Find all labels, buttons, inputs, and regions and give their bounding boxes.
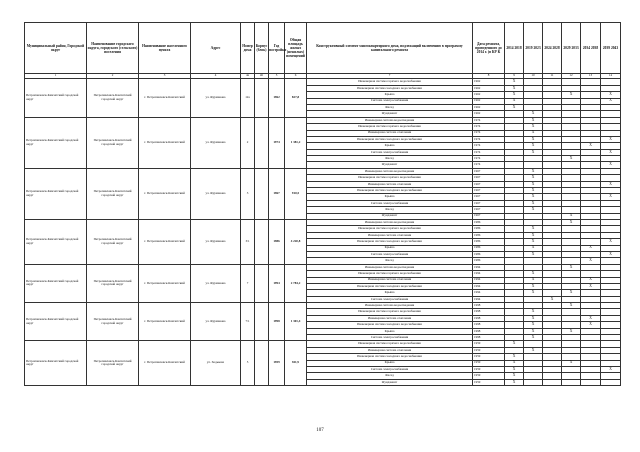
house-number-cell: 7 xyxy=(241,264,255,302)
last-repair-cell: 1959 xyxy=(473,379,505,385)
element-name-cell: Система электроснабжения xyxy=(307,366,473,372)
last-repair-cell: 1967 xyxy=(473,175,505,181)
element-name-cell: Инженерная система холодного водоснабжения xyxy=(307,136,473,142)
last-repair-cell: 1967 xyxy=(473,207,505,213)
header-year: Год постройки xyxy=(269,23,285,74)
house-number-cell: 3 xyxy=(241,168,255,219)
element-name-cell: Фасад xyxy=(307,373,473,379)
schedule-mark-cell: X xyxy=(524,194,543,200)
schedule-mark-cell: X xyxy=(524,124,543,130)
element-name-cell: Инженерная система водоотведения xyxy=(307,303,473,309)
schedule-mark-cell: X xyxy=(524,309,543,315)
column-index-cell: 8 xyxy=(473,74,505,79)
settlement-cell: г. Петропавловск-Камчатский xyxy=(139,303,191,341)
last-repair-cell: 1994 xyxy=(473,264,505,270)
element-name-cell: Фундамент xyxy=(307,162,473,168)
last-repair-cell: 1959 xyxy=(473,373,505,379)
district-cell: Петропавловск-Камчатский городской округ xyxy=(87,79,139,117)
schedule-mark-cell xyxy=(562,379,581,385)
schedule-mark-cell: X xyxy=(524,117,543,123)
element-name-cell: Инженерная система отопления xyxy=(307,277,473,283)
address-cell: ул. Ходькова xyxy=(191,341,241,386)
element-name-cell: Инженерная система водоотведения xyxy=(307,264,473,270)
column-index-cell: 13 xyxy=(581,74,601,79)
header-element: Конструктивный элемент многоквартирного дома, подлежащий включению в программу капитального ремонта xyxy=(307,23,473,74)
last-repair-cell: 1974 xyxy=(473,156,505,162)
schedule-mark-cell: X xyxy=(524,283,543,289)
last-repair-cell: 1974 xyxy=(473,124,505,130)
block-cell xyxy=(255,219,269,264)
address-cell: ул. Фурманова xyxy=(191,303,241,341)
header-address: Адрес xyxy=(191,23,241,74)
schedule-mark-cell: X xyxy=(601,136,621,142)
schedule-mark-cell: X xyxy=(524,226,543,232)
header-year-0: 2014 2018 xyxy=(505,23,524,74)
schedule-mark-cell: X xyxy=(562,219,581,225)
schedule-mark-cell: X xyxy=(524,188,543,194)
address-cell: ул. Фурманова xyxy=(191,79,241,117)
element-name-cell: Инженерная система холодного водоснабжения xyxy=(307,188,473,194)
block-cell xyxy=(255,168,269,219)
build-year-cell: 1998 xyxy=(269,303,285,341)
page-number: 107 xyxy=(316,428,324,433)
schedule-mark-cell: X xyxy=(524,290,543,296)
build-year-cell: 1959 xyxy=(269,341,285,386)
last-repair-cell: 1994 xyxy=(473,290,505,296)
element-name-cell: Инженерная система холодного водоснабжения xyxy=(307,283,473,289)
schedule-mark-cell: X xyxy=(505,85,524,91)
element-name-cell: Инженерная система водоотведения xyxy=(307,117,473,123)
element-name-cell: Фасад xyxy=(307,104,473,110)
element-name-cell: Крыша xyxy=(307,143,473,149)
district-cell: Петропавловск-Камчатский городской округ xyxy=(87,341,139,386)
address-cell: ул. Фурманова xyxy=(191,264,241,302)
district-cell: Петропавловск-Камчатский городской округ xyxy=(87,264,139,302)
last-repair-cell: 1998 xyxy=(473,315,505,321)
schedule-mark-cell: X xyxy=(505,92,524,98)
schedule-mark-cell: X xyxy=(505,79,524,85)
house-number-cell: 3/1 xyxy=(241,219,255,264)
schedule-mark-cell: X xyxy=(543,296,562,302)
header-house: Номер дома xyxy=(241,23,255,74)
column-index-cell: 6 xyxy=(285,74,307,79)
schedule-mark-cell: X xyxy=(524,328,543,334)
municipality-cell: Петропавловск-Камчатский городской округ xyxy=(25,341,87,386)
header-last-repair: Дата ремонта, проведенного до 2014 г. (в КР К xyxy=(473,23,505,74)
column-index-cell: 12 xyxy=(562,74,581,79)
schedule-mark-cell: X xyxy=(524,175,543,181)
last-repair-cell: 1974 xyxy=(473,143,505,149)
schedule-mark-cell: X xyxy=(562,360,581,366)
last-repair-cell: 1986 xyxy=(473,239,505,245)
schedule-mark-cell: X xyxy=(524,239,543,245)
element-name-cell: Крыша xyxy=(307,92,473,98)
element-name-cell: Инженерная система холодного водоснабжения xyxy=(307,322,473,328)
schedule-mark-cell: X xyxy=(601,251,621,257)
header-area: Общая площадь жилых (нежилых) помещений xyxy=(285,23,307,74)
header-settlement: Наименование населенного пункта xyxy=(139,23,191,74)
address-cell: ул. Фурманова xyxy=(191,168,241,219)
last-repair-cell: 1967 xyxy=(473,188,505,194)
district-cell: Петропавловск-Камчатский городской округ xyxy=(87,168,139,219)
schedule-mark-cell: X xyxy=(581,283,601,289)
element-name-cell: Крыша xyxy=(307,245,473,251)
schedule-mark-cell: X xyxy=(524,271,543,277)
settlement-cell: г. Петропавловск-Камчатский xyxy=(139,219,191,264)
area-cell: 2 784,2 xyxy=(285,264,307,302)
header-district: Наименование городского округа, городского (сельского) поселения xyxy=(87,23,139,74)
last-repair-cell: 1994 xyxy=(473,296,505,302)
last-repair-cell: 1962 xyxy=(473,104,505,110)
block-cell xyxy=(255,117,269,168)
schedule-mark-cell: X xyxy=(524,322,543,328)
schedule-mark-cell xyxy=(543,379,562,385)
schedule-mark-cell: X xyxy=(562,264,581,270)
last-repair-cell: 1986 xyxy=(473,251,505,257)
last-repair-cell: 1967 xyxy=(473,181,505,187)
schedule-mark-cell: X xyxy=(524,181,543,187)
schedule-mark-cell: X xyxy=(505,366,524,372)
schedule-mark-cell: X xyxy=(562,303,581,309)
schedule-mark-cell: X xyxy=(524,315,543,321)
last-repair-cell: 1986 xyxy=(473,219,505,225)
schedule-mark-cell: X xyxy=(562,156,581,162)
district-cell: Петропавловск-Камчатский городской округ xyxy=(87,219,139,264)
block-cell xyxy=(255,341,269,386)
build-year-cell: 1962 xyxy=(269,79,285,117)
element-name-cell: Система электроснабжения xyxy=(307,149,473,155)
schedule-mark-cell: X xyxy=(581,277,601,283)
build-year-cell: 1967 xyxy=(269,168,285,219)
schedule-mark-cell: X xyxy=(562,213,581,219)
last-repair-cell: 1962 xyxy=(473,111,505,117)
district-cell: Петропавловск-Камчатский городской округ xyxy=(87,303,139,341)
schedule-mark-cell: X xyxy=(524,111,543,117)
municipality-cell: Петропавловск-Камчатский городской округ xyxy=(25,303,87,341)
block-cell xyxy=(255,303,269,341)
settlement-cell: г. Петропавловск-Камчатский xyxy=(139,264,191,302)
element-name-cell: Инженерная система горячего водоснабжения xyxy=(307,79,473,85)
area-cell: 1 381,2 xyxy=(285,117,307,168)
element-name-cell: Система электроснабжения xyxy=(307,251,473,257)
column-index-cell: 14 xyxy=(601,74,621,79)
element-name-cell: Фундамент xyxy=(307,213,473,219)
element-name-cell: Инженерная система холодного водоснабжения xyxy=(307,354,473,360)
municipality-cell: Петропавловск-Камчатский городской округ xyxy=(25,168,87,219)
schedule-mark-cell: X xyxy=(562,92,581,98)
house-number-cell: 5 xyxy=(241,341,255,386)
element-name-cell: Крыша xyxy=(307,194,473,200)
element-name-cell: Инженерная система отопления xyxy=(307,232,473,238)
column-index-cell: 3 xyxy=(139,74,191,79)
last-repair-cell: 1959 xyxy=(473,360,505,366)
element-name-cell: Крыша xyxy=(307,290,473,296)
house-number-cell: 12а xyxy=(241,79,255,117)
schedule-mark-cell: X xyxy=(524,149,543,155)
area-cell: 827,8 xyxy=(285,79,307,117)
header-year-3: 2029 2033 xyxy=(562,23,581,74)
element-name-cell: Система электроснабжения xyxy=(307,98,473,104)
column-index-cell: 4б xyxy=(255,74,269,79)
schedule-mark-cell: X xyxy=(562,328,581,334)
schedule-mark-cell: X xyxy=(524,232,543,238)
header-block: Корпус (блок) xyxy=(255,23,269,74)
block-cell xyxy=(255,79,269,117)
last-repair-cell: 1974 xyxy=(473,162,505,168)
schedule-mark-cell: X xyxy=(524,168,543,174)
area-cell: 910,5 xyxy=(285,168,307,219)
last-repair-cell: 1986 xyxy=(473,258,505,264)
repair-schedule-table xyxy=(24,22,621,386)
schedule-mark-cell: X xyxy=(581,315,601,321)
last-repair-cell: 1998 xyxy=(473,303,505,309)
schedule-mark-cell: X xyxy=(524,207,543,213)
schedule-mark-cell: X xyxy=(524,143,543,149)
last-repair-cell: 1959 xyxy=(473,341,505,347)
table-body xyxy=(25,79,621,386)
header-municipality: Муниципальный район, Городской округ xyxy=(25,23,87,74)
schedule-mark-cell: X xyxy=(505,104,524,110)
element-name-cell: Фасад xyxy=(307,207,473,213)
last-repair-cell: 1959 xyxy=(473,366,505,372)
block-cell xyxy=(255,264,269,302)
last-repair-cell: 1974 xyxy=(473,130,505,136)
column-index-cell: 4 xyxy=(191,74,241,79)
schedule-mark-cell: X xyxy=(524,245,543,251)
last-repair-cell: 1967 xyxy=(473,200,505,206)
house-number-cell: 2 xyxy=(241,117,255,168)
last-repair-cell: 1998 xyxy=(473,328,505,334)
element-name-cell: Система электроснабжения xyxy=(307,335,473,341)
element-name-cell: Инженерная система отопления xyxy=(307,315,473,321)
area-cell: 1 301,4 xyxy=(285,303,307,341)
municipality-cell: Петропавловск-Камчатский городской округ xyxy=(25,219,87,264)
schedule-mark-cell: X xyxy=(601,162,621,168)
element-name-cell: Инженерная система горячего водоснабжения xyxy=(307,124,473,130)
schedule-mark-cell: X xyxy=(524,200,543,206)
last-repair-cell: 1994 xyxy=(473,283,505,289)
column-index-cell: 4а xyxy=(241,74,255,79)
schedule-mark-cell: X xyxy=(601,181,621,187)
element-name-cell: Фасад xyxy=(307,258,473,264)
element-name-cell: Инженерная система холодного водоснабжения xyxy=(307,239,473,245)
column-index-cell: 10 xyxy=(524,74,543,79)
schedule-mark-cell: X xyxy=(581,143,601,149)
schedule-mark-cell: X xyxy=(505,354,524,360)
area-cell: 811,9 xyxy=(285,341,307,386)
schedule-mark-cell: X xyxy=(524,335,543,341)
schedule-mark-cell: X xyxy=(581,258,601,264)
schedule-mark-cell: X xyxy=(601,92,621,98)
last-repair-cell: 1974 xyxy=(473,117,505,123)
column-index-cell: 1 xyxy=(25,74,87,79)
column-index-cell: 9 xyxy=(505,74,524,79)
schedule-mark-cell: X xyxy=(505,373,524,379)
element-name-cell: Крыша xyxy=(307,328,473,334)
last-repair-cell: 1998 xyxy=(473,309,505,315)
schedule-mark-cell: X xyxy=(601,239,621,245)
schedule-mark-cell: X xyxy=(601,98,621,104)
municipality-cell: Петропавловск-Камчатский городской округ xyxy=(25,79,87,117)
last-repair-cell: 1994 xyxy=(473,271,505,277)
house-number-cell: 7/1 xyxy=(241,303,255,341)
element-name-cell: Инженерная система отопления xyxy=(307,130,473,136)
last-repair-cell: 1962 xyxy=(473,98,505,104)
last-repair-cell: 1994 xyxy=(473,277,505,283)
schedule-mark-cell: X xyxy=(601,149,621,155)
municipality-cell: Петропавловск-Камчатский городской округ xyxy=(25,264,87,302)
schedule-mark-cell xyxy=(581,379,601,385)
last-repair-cell: 1998 xyxy=(473,322,505,328)
schedule-mark-cell: X xyxy=(581,245,601,251)
document-sheet xyxy=(24,22,620,386)
header-year-1: 2019 2023 xyxy=(524,23,543,74)
column-index-cell: 2 xyxy=(87,74,139,79)
column-index-cell: 7 xyxy=(307,74,473,79)
schedule-mark-cell: X xyxy=(581,322,601,328)
municipality-cell: Петропавловск-Камчатский городской округ xyxy=(25,117,87,168)
last-repair-cell: 1974 xyxy=(473,149,505,155)
area-cell: 4 220,8 xyxy=(285,219,307,264)
build-year-cell: 1974 xyxy=(269,117,285,168)
element-name-cell: Фасад xyxy=(307,156,473,162)
element-name-cell: Инженерная система горячего водоснабжения xyxy=(307,309,473,315)
schedule-mark-cell xyxy=(524,379,543,385)
element-name-cell: Инженерная система горячего водоснабжения xyxy=(307,271,473,277)
last-repair-cell: 1962 xyxy=(473,79,505,85)
column-index-cell: 5 xyxy=(269,74,285,79)
last-repair-cell: 1998 xyxy=(473,335,505,341)
schedule-mark-cell: X xyxy=(505,360,524,366)
schedule-mark-cell: X xyxy=(505,379,524,385)
header-year-2: 2024 2028 xyxy=(543,23,562,74)
last-repair-cell: 1986 xyxy=(473,245,505,251)
header-year-4: 2034 2038 xyxy=(581,23,601,74)
last-repair-cell: 1986 xyxy=(473,226,505,232)
last-repair-cell: 1967 xyxy=(473,213,505,219)
last-repair-cell: 1959 xyxy=(473,354,505,360)
settlement-cell: г. Петропавловск-Камчатский xyxy=(139,79,191,117)
element-name-cell: Инженерная система водоотведения xyxy=(307,219,473,225)
header-year-5: 2039 2043 xyxy=(601,23,621,74)
element-name-cell: Инженерная система водоотведения xyxy=(307,168,473,174)
element-name-cell: Фундамент xyxy=(307,379,473,385)
element-name-cell: Инженерная система отопления xyxy=(307,181,473,187)
last-repair-cell: 1967 xyxy=(473,194,505,200)
column-index-cell: 11 xyxy=(543,74,562,79)
schedule-mark-cell: X xyxy=(505,98,524,104)
last-repair-cell: 1962 xyxy=(473,92,505,98)
schedule-mark-cell: X xyxy=(601,366,621,372)
settlement-cell: г. Петропавловск-Камчатский xyxy=(139,168,191,219)
schedule-mark-cell: X xyxy=(601,194,621,200)
address-cell: ул. Фурманова xyxy=(191,219,241,264)
schedule-mark-cell: X xyxy=(524,277,543,283)
district-cell: Петропавловск-Камчатский городской округ xyxy=(87,117,139,168)
schedule-mark-cell xyxy=(601,379,621,385)
settlement-cell: г. Петропавловск-Камчатский xyxy=(139,341,191,386)
element-name-cell: Инженерная система холодного водоснабжения xyxy=(307,85,473,91)
build-year-cell: 1994 xyxy=(269,264,285,302)
element-name-cell: Система электроснабжения xyxy=(307,296,473,302)
schedule-mark-cell: X xyxy=(524,136,543,142)
last-repair-cell: 1962 xyxy=(473,85,505,91)
element-name-cell: Система электроснабжения xyxy=(307,200,473,206)
settlement-cell: г. Петропавловск-Камчатский xyxy=(139,117,191,168)
schedule-mark-cell: X xyxy=(505,341,524,347)
element-name-cell: Инженерная система горячего водоснабжения xyxy=(307,341,473,347)
element-name-cell: Инженерная система горячего водоснабжения xyxy=(307,226,473,232)
header-row xyxy=(25,23,621,74)
last-repair-cell: 1974 xyxy=(473,136,505,142)
last-repair-cell: 1967 xyxy=(473,168,505,174)
schedule-mark-cell: X xyxy=(524,251,543,257)
address-cell: ул. Фурманова xyxy=(191,117,241,168)
schedule-mark-cell: X xyxy=(524,347,543,353)
build-year-cell: 1986 xyxy=(269,219,285,264)
element-name-cell: Фундамент xyxy=(307,111,473,117)
last-repair-cell: 1959 xyxy=(473,347,505,353)
schedule-mark-cell: X xyxy=(562,290,581,296)
last-repair-cell: 1986 xyxy=(473,232,505,238)
element-name-cell: Инженерная система отопления xyxy=(307,347,473,353)
schedule-mark-cell: X xyxy=(524,130,543,136)
element-name-cell: Инженерная система горячего водоснабжения xyxy=(307,175,473,181)
element-name-cell: Крыша xyxy=(307,360,473,366)
